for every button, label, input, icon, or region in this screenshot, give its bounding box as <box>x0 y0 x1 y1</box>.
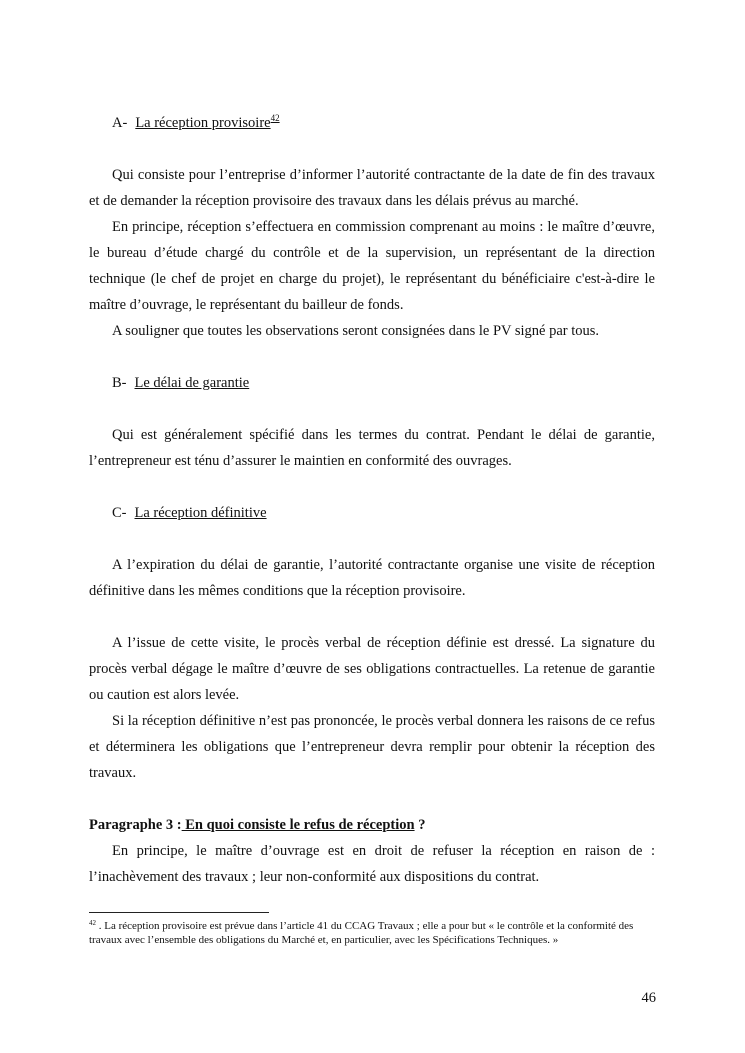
section-b-paragraph-1: Qui est généralement spécifié dans les termes du contrat. Pendant le délai de garantie, l’entrepreneur est ténu d’assurer le maintien en conformité des ouvrages. <box>89 427 655 469</box>
footnote <box>89 919 637 947</box>
section-b-title: Le délai de garantie <box>134 375 250 391</box>
section-c-title: La réception définitive <box>134 505 267 521</box>
paragraphe-3-text: En principe, le maître d’ouvrage est en droit de refuser la réception en raison de : l’inachèvement des travaux ; leur non-conformité aux dispositions du contrat. <box>89 843 655 885</box>
footnote-number: 42 <box>89 919 96 927</box>
paragraphe-3-title: En quoi consiste le refus de réception <box>181 817 415 833</box>
page-body <box>89 110 655 890</box>
section-c-letter: C- <box>112 505 127 521</box>
footnote-reference[interactable]: 42 <box>270 113 280 123</box>
footnote-text: . La réception provisoire est prévue dans l’article 41 du CCAG Travaux ; elle a pour but « le contrôle et la conformité des travaux avec l’ensemble des obligations du Marché et, en particulier, avec les Spécifications Techniques. » <box>89 920 634 946</box>
section-a-letter: A- <box>112 115 128 131</box>
section-a-paragraph-1: Qui consiste pour l’entreprise d’informer l’autorité contractante de la date de fin des travaux et de demander la réception provisoire des travaux dans les délais prévus au marché. <box>89 167 655 209</box>
section-b-heading <box>89 370 655 396</box>
section-b-letter: B- <box>112 375 127 391</box>
page-number: 46 <box>641 990 656 1006</box>
section-a-heading <box>89 110 655 136</box>
section-a-title: La réception provisoire <box>135 115 271 131</box>
section-a-paragraph-3: A souligner que toutes les observations seront consignées dans le PV signé par tous. <box>112 323 600 339</box>
section-c-heading <box>89 500 655 526</box>
paragraphe-3-heading <box>89 812 655 838</box>
section-c-paragraph-2: A l’issue de cette visite, le procès verbal de réception définie est dressé. La signature du procès verbal dégage le maître d’œuvre de ses obligations contractuelles. La retenue de garantie ou caution est alors levée. <box>89 635 655 703</box>
footnote-separator <box>89 912 269 913</box>
paragraphe-3-label: Paragraphe 3 : <box>89 817 182 833</box>
section-c-paragraph-1: A l’expiration du délai de garantie, l’autorité contractante organise une visite de réception définitive dans les mêmes conditions que la réception provisoire. <box>89 557 655 599</box>
paragraphe-3-suffix: ? <box>414 817 426 833</box>
section-a-paragraph-2: En principe, réception s’effectuera en commission comprenant au moins : le maître d’œuvre, le bureau d’étude chargé du contrôle et de la supervision, un représentant de la direction technique (le chef de projet en charge du projet), le représentant du bénéficiaire c'est-à-dire le maître d’ouvrage, le représentant du bailleur de fonds. <box>89 219 655 313</box>
section-c-paragraph-3: Si la réception définitive n’est pas prononcée, le procès verbal donnera les raisons de ce refus et déterminera les obligations que l’entrepreneur devra remplir pour obtenir la réception des travaux. <box>89 713 655 781</box>
